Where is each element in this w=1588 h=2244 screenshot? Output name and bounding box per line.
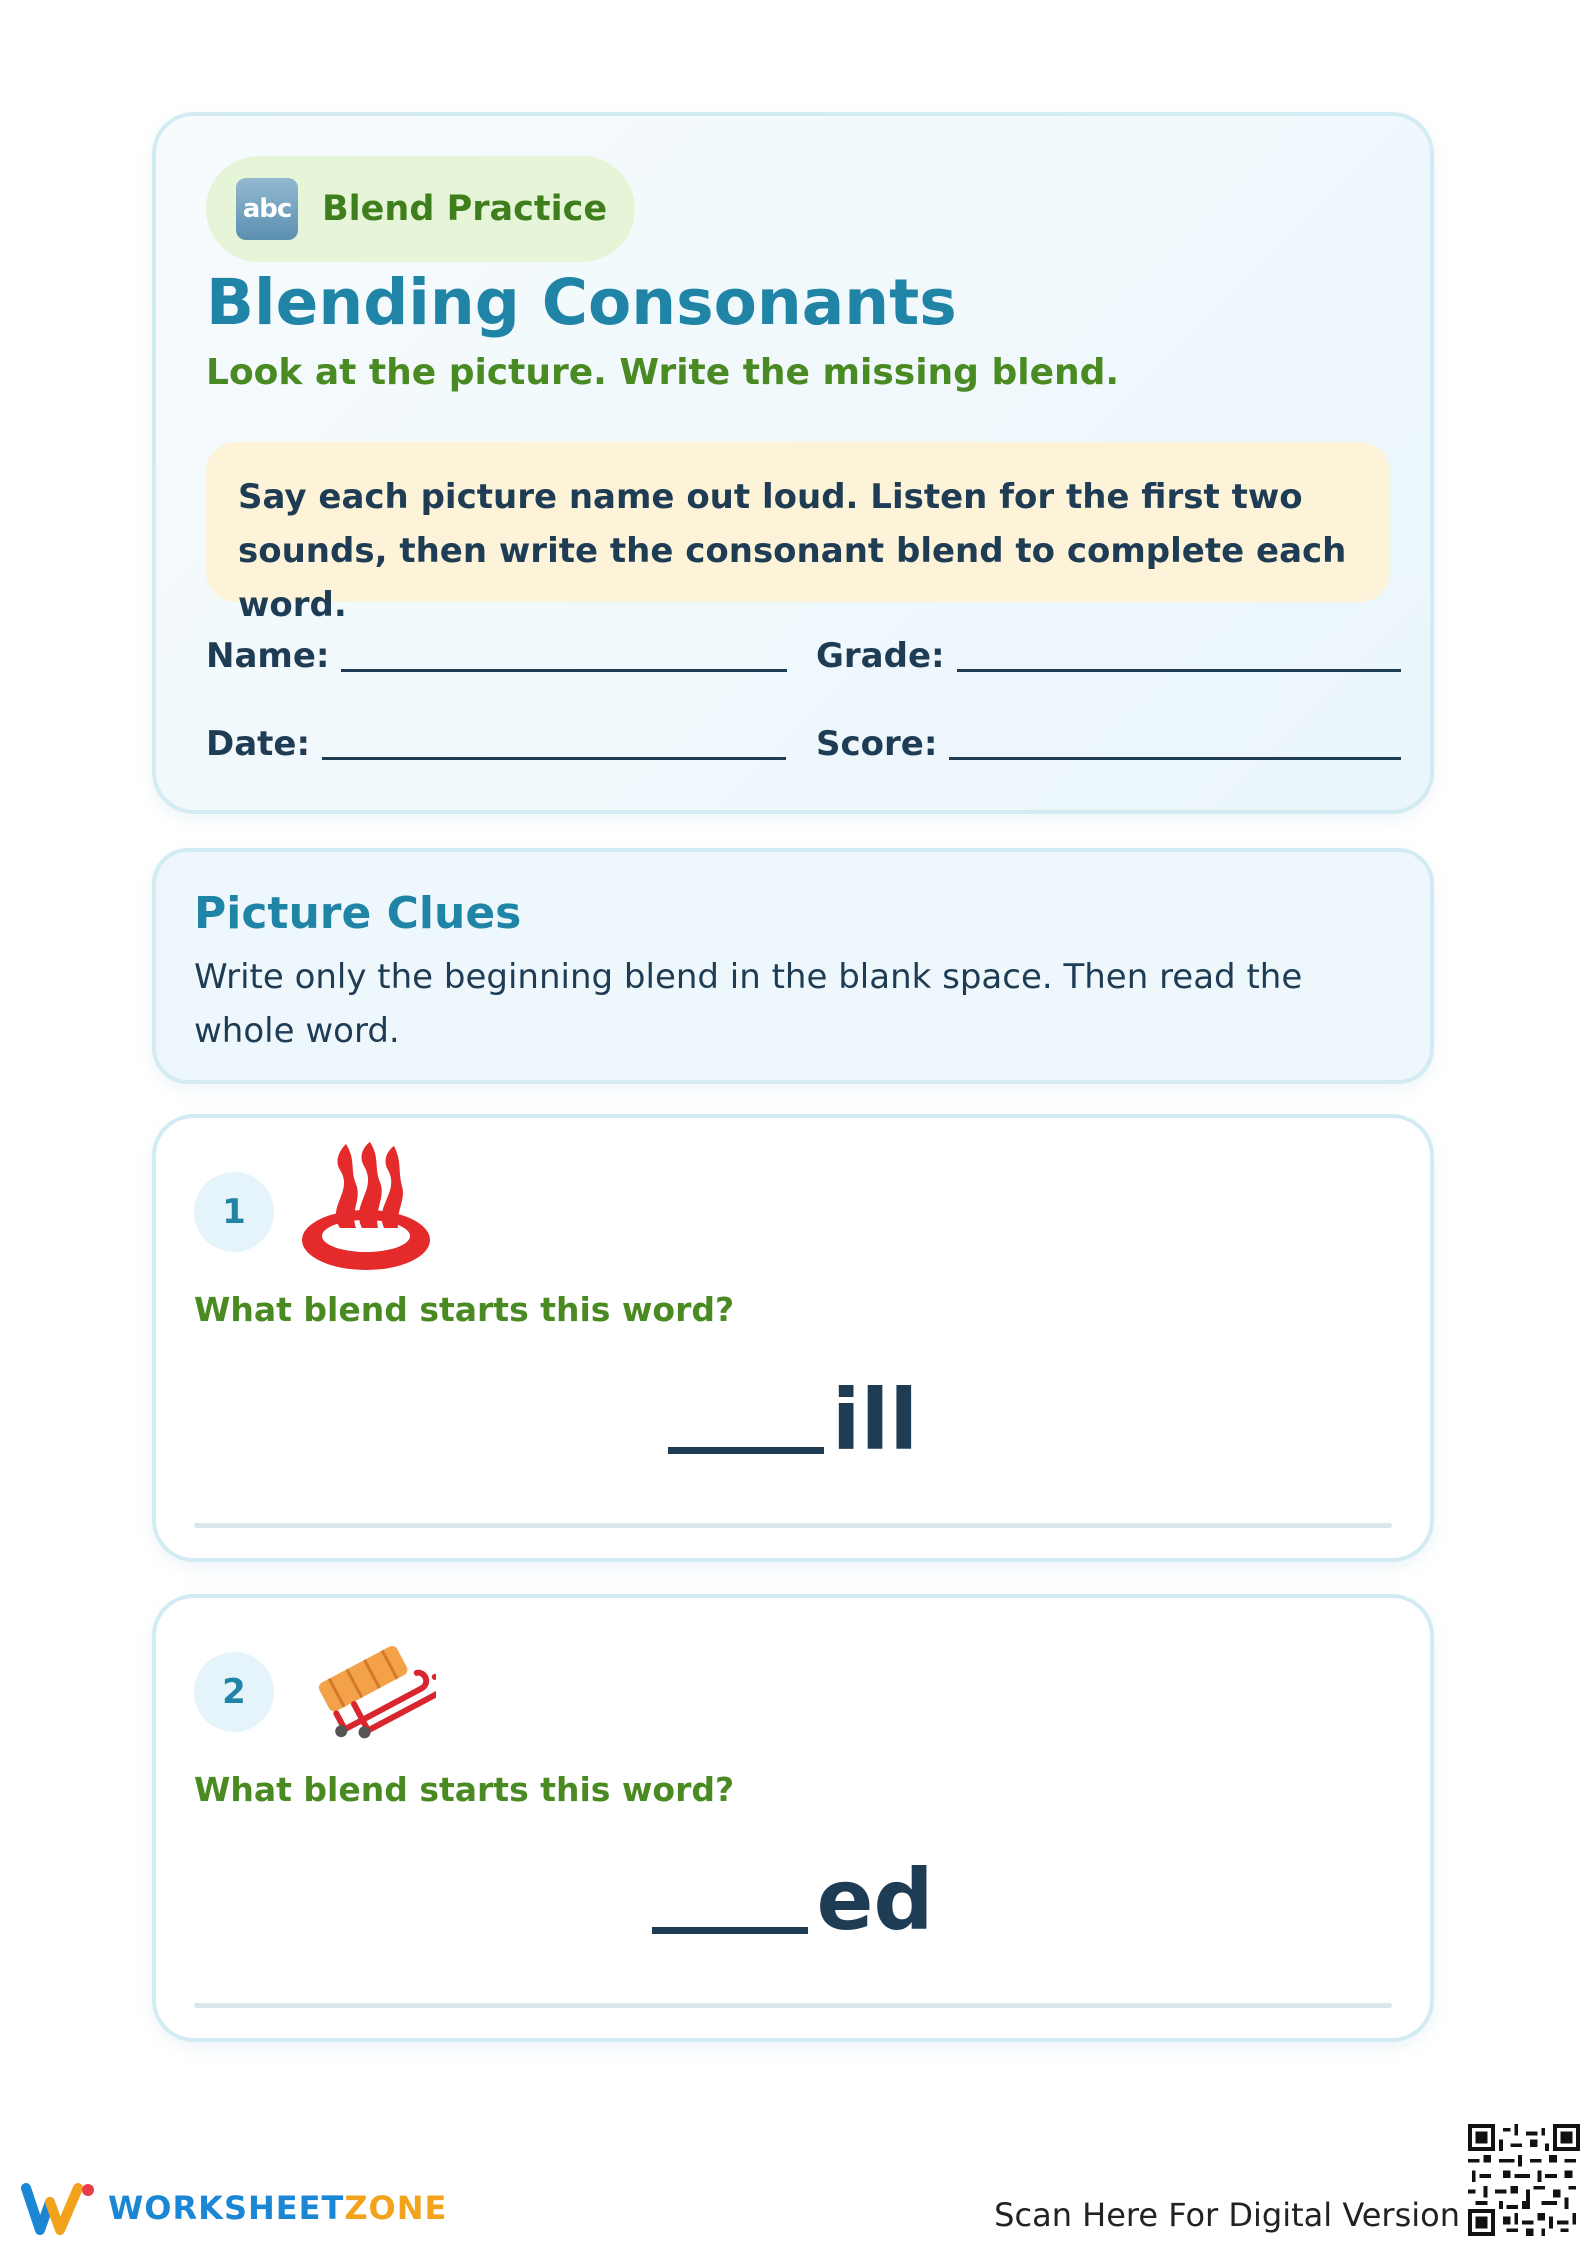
instructions-note: Say each picture name out loud. Listen for the first two sounds, then write the consonant blend to complete each word. [206,442,1390,602]
score-label: Score: [816,724,938,764]
page-subtitle: Look at the picture. Write the missing blend. [206,352,1120,393]
word-row [156,1852,1430,1948]
picture-clues-card [152,848,1434,1084]
date-label: Date: [206,724,311,764]
answer-blank[interactable] [652,1867,808,1934]
score-line[interactable] [949,727,1401,760]
answer-blank[interactable] [668,1387,824,1454]
header-card [152,112,1434,814]
grade-field[interactable] [816,636,1401,676]
question-card [152,1114,1434,1562]
abc-icon: abc [236,178,298,240]
scan-text: Scan Here For Digital Version [994,2196,1460,2234]
question-number: 1 [194,1172,274,1252]
logo-text-part1: WORKSHEET [108,2189,345,2227]
date-field[interactable] [206,724,786,764]
grade-label: Grade: [816,636,945,676]
hot-springs-icon [296,1140,436,1274]
name-field[interactable] [206,636,787,676]
clues-text: Write only the beginning blend in the blank space. Then read the whole word. [194,957,1303,1051]
category-badge [206,156,635,262]
worksheetzone-logo[interactable] [20,2180,447,2236]
grade-line[interactable] [957,639,1401,672]
question-number: 2 [194,1652,274,1732]
question-card [152,1594,1434,2042]
page-title: Blending Consonants [206,266,957,339]
divider [194,1523,1392,1528]
logo-text-part2: ZONE [344,2189,448,2227]
clues-title: Picture Clues [194,888,522,939]
word-row [156,1372,1430,1468]
name-line[interactable] [341,639,787,672]
badge-label: Blend Practice [322,189,608,229]
sled-icon [296,1620,436,1754]
word-ending: ed [816,1851,934,1949]
score-field[interactable] [816,724,1401,764]
w-logo-icon [20,2180,98,2236]
question-prompt: What blend starts this word? [194,1290,735,1329]
qr-code-icon[interactable] [1468,2124,1580,2236]
name-label: Name: [206,636,330,676]
word-ending: ill [831,1371,919,1469]
question-prompt: What blend starts this word? [194,1770,735,1809]
date-line[interactable] [322,727,786,760]
divider [194,2003,1392,2008]
